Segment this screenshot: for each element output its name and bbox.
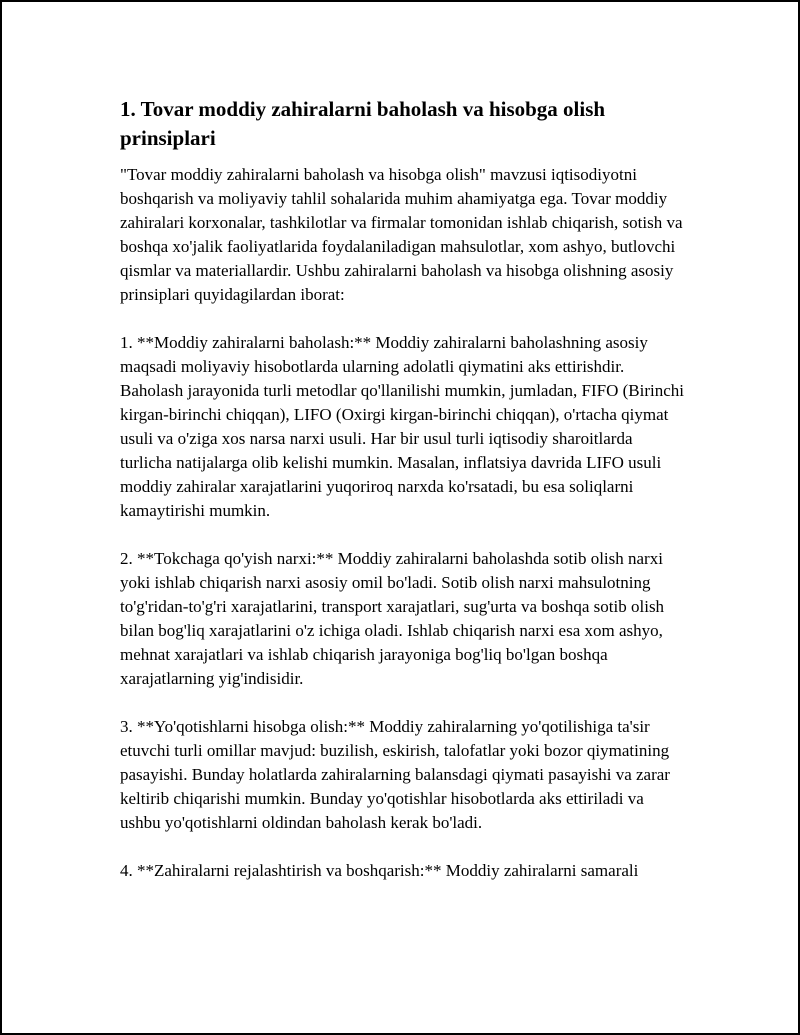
- paragraph-valuation: 1. **Moddiy zahiralarni baholash:** Moddiy zahiralarni baholashning asosiy maqsadi moliyaviy hisobotlarda ularning adolatli qiymatini aks ettirishdir. Baholash jarayonida turli metodlar qo'llanilishi mumkin, jumladan, FIFO (Birinchi kirgan-birinchi chiqqan), LIFO (Oxirgi kirgan-birinchi chiqqan), o'rtacha qiymat usuli va o'ziga xos narsa narxi usuli. Har bir usul turli iqtisodiy sharoitlarda turlicha natijalarga olib kelishi mumkin. Masalan, inflatsiya davrida LIFO usuli moddiy zahiralar xarajatlarini yuqoriroq narxda ko'rsatadi, bu esa soliqlarni kamaytirishi mumkin.: [120, 333, 684, 520]
- paragraph-planning: 4. **Zahiralarni rejalashtirish va boshqarish:** Moddiy zahiralarni samarali: [120, 861, 639, 880]
- document-body: [120, 95, 685, 907]
- intro-paragraph: "Tovar moddiy zahiralarni baholash va hisobga olish" mavzusi iqtisodiyotni boshqarish va moliyaviy tahlil sohalarida muhim ahamiyatga ega. Tovar moddiy zahiralari korxonalar, tashkilotlar va firmalar tomonidan ishlab chiqarish, sotish va boshqa xo'jalik faoliyatlarida foydalaniladigan mahsulotlar, xom ashyo, butlovchi qismlar va materiallardir. Ushbu zahiralarni baholash va hisobga olishning asosiy prinsiplari quyidagilardan iborat:: [120, 165, 683, 304]
- paragraph-shelf-price: 2. **Tokchaga qo'yish narxi:** Moddiy zahiralarni baholashda sotib olish narxi yoki ishlab chiqarish narxi asosiy omil bo'ladi. Sotib olish narxi mahsulotning to'g'ridan-to'g'ri xarajatlarini, transport xarajatlari, sug'urta va boshqa sotib olish bilan bog'liq xarajatlarini o'z ichiga oladi. Ishlab chiqarish narxi esa xom ashyo, mehnat xarajatlari va ishlab chiqarish jarayoniga bog'liq bo'lgan boshqa xarajatlarning yig'indisidir.: [120, 549, 665, 688]
- paragraph-losses: 3. **Yo'qotishlarni hisobga olish:** Moddiy zahiralarning yo'qotilishiga ta'sir etuvchi turli omillar mavjud: buzilish, eskirish, talofatlar yoki bozor qiymatining pasayishi. Bunday holatlarda zahiralarning balansdagi qiymati pasayishi va zarar keltirib chiqarishi mumkin. Bunday yo'qotishlar hisobotlarda aks ettiriladi va ushbu yo'qotishlarni oldindan baholash kerak bo'ladi.: [120, 717, 670, 832]
- section-heading: 1. Tovar moddiy zahiralarni baholash va hisobga olish prinsiplari: [120, 97, 606, 150]
